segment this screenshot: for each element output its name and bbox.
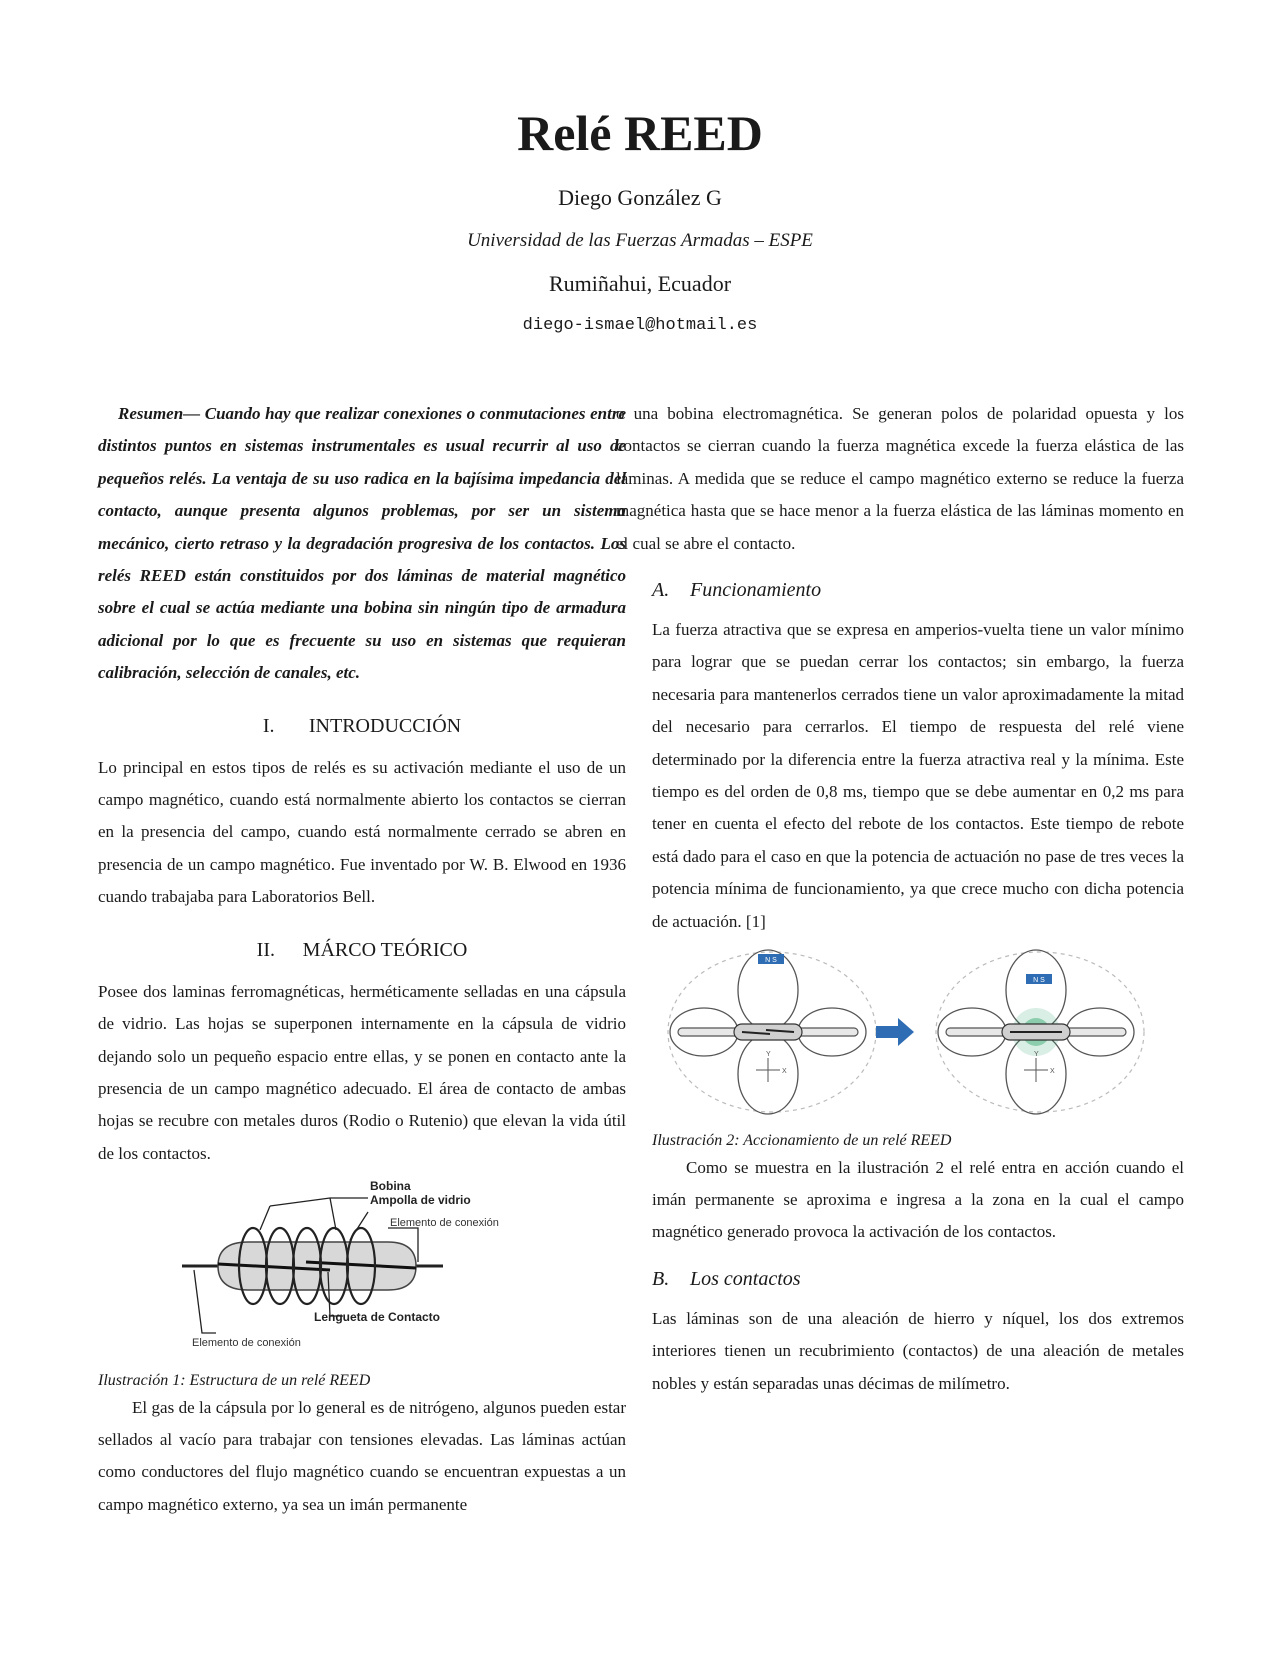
reed-actuation-diagram: [652, 946, 1184, 1118]
axis-x-left: X: [782, 1068, 787, 1076]
marco-paragraph-2: El gas de la cápsula por lo general es de nitrógeno, algunos pueden estar sellados al vacío para trabajar con tensiones elevadas. Las láminas actúan como conductores del flujo magnético cuando se encuentran expuestas a un campo magnético externo, ya sea un imán permanente: [98, 1397, 626, 1514]
label-elemento-bottom: Elemento de conexión: [192, 1337, 301, 1350]
transition-arrow: [876, 1018, 914, 1046]
author-affiliation: Universidad de las Fuerzas Armadas – ESPE: [467, 230, 813, 251]
right-column: [616, 398, 1184, 1400]
figure-1: [98, 1178, 626, 1391]
magnet-label-right: N S: [1033, 977, 1045, 985]
author-email: diego-ismael@hotmail.es: [522, 316, 758, 335]
section-title: MÁRCO TEÓRICO: [302, 938, 468, 961]
subsection-heading-contactos: [652, 1265, 1184, 1293]
axis-x-right: X: [1050, 1068, 1055, 1076]
label-bobina: Bobina: [370, 1179, 411, 1194]
label-elemento-top: Elemento de conexión: [390, 1217, 499, 1230]
section-heading-marco: [98, 936, 626, 964]
section-number: II.: [256, 938, 275, 961]
section-number: I.: [262, 714, 275, 737]
section-title: INTRODUCCIÓN: [308, 714, 462, 737]
reed-structure-diagram: [98, 1178, 626, 1358]
left-column: [98, 398, 626, 1521]
figure-2: [652, 946, 1184, 1151]
subsection-heading-funcionamiento: [652, 576, 1184, 604]
subsection-number: A.: [652, 579, 670, 602]
marco-paragraph-3: o una bobina electromagnética. Se generan polos de polaridad opuesta y los contactos se cierran cuando la fuerza magnética excede la fuerza elástica de las láminas. A medida que se reduce el campo magnético externo se reduce la fuerza magnética hasta que se hace menor a la fuerza elástica de las láminas momento en el cual se abre el contacto.: [616, 404, 1184, 553]
contactos-paragraph: Las láminas son de una aleación de hierro y níquel, los dos extremos interiores tienen un recubrimiento (contactos) de una aleación de metales nobles y están separadas unas décimas de milímetro.: [652, 1308, 1184, 1393]
axis-y-right: Y: [1034, 1051, 1039, 1059]
abstract: Resumen— Cuando hay que realizar conexiones o conmutaciones entre distintos puntos en sistemas instrumentales es usual recurrir al uso de pequeños relés. La ventaja de su uso radica en la bajísima impedancia del contacto, aunque presenta algunos problemas, por ser un sistema mecánico, cierto retraso y la degradación progresiva de los contactos. Los relés REED están constituidos por dos láminas de material magnético sobre el cual se actúa mediante una bobina sin ningún tipo de armadura adicional por lo que es frecuente su uso en sistemas que requieran calibración, selección de canales, etc.: [98, 404, 626, 683]
section-heading-intro: [98, 712, 626, 740]
author-location: Rumiñahui, Ecuador: [548, 271, 732, 296]
funcionamiento-paragraph-1: La fuerza atractiva que se expresa en amperios-vuelta tiene un valor mínimo para lograr que se puedan cerrar los contactos; sin embargo, la fuerza necesaria para mantenerlos cerrados tiene un valor aproximadamente la mitad del necesario para cerrarlos. El tiempo de respuesta del relé viene determinado por la diferencia entre la fuerza atractiva real y la mínima. Este tiempo es del orden de 0,8 ms, tiempo que se debe aumentar en 0,2 ms para tener en cuenta el efecto del rebote de los contactos. Este tiempo de rebote está dado para el caso en que la potencia de actuación no pase de tres veces la potencia mínima de funcionamiento, ya que crece mucho con dicha potencia de actuación. [1]: [652, 620, 1184, 931]
magnet-label-left: N S: [765, 957, 777, 965]
subsection-title: Los contactos: [690, 1267, 801, 1290]
funcionamiento-paragraph-2: Como se muestra en la ilustración 2 el relé entra en acción cuando el imán permanente se aproxima e ingresa a la zona en la cual el campo magnético generado provoca la activación de los contactos.: [652, 1157, 1184, 1242]
paper-title: Relé REED: [517, 105, 763, 161]
author-name: Diego González G: [558, 185, 722, 210]
figure-1-caption: Ilustración 1: Estructura de un relé REED: [98, 1371, 371, 1389]
intro-paragraph: Lo principal en estos tipos de relés es su activación mediante el uso de un campo magnético, cuando está normalmente abierto los contactos se cierran en la presencia del campo, cuando está normalmente cerrado se abren en presencia de un campo magnético. Fue inventado por W. B. Elwood en 1936 cuando trabajaba para Laboratorios Bell.: [98, 757, 626, 907]
subsection-number: B.: [652, 1267, 670, 1290]
relay-closed: [936, 950, 1144, 1114]
relay-open: [668, 950, 876, 1114]
marco-paragraph-1: Posee dos laminas ferromagnéticas, herméticamente selladas en una cápsula de vidrio. Las hojas se superponen internamente en la cápsula de vidrio dejando solo un pequeño espacio entre ellas, y se ponen en contacto ante la presencia de un campo magnético adecuado. El área de contacto de ambas hojas se recubre con metales duros (Rodio o Rutenio) que elevan la vida útil de los contactos.: [98, 981, 626, 1163]
axis-y-left: Y: [766, 1051, 771, 1059]
label-lengueta: Lengueta de Contacto: [314, 1310, 441, 1325]
figure-2-caption: Ilustración 2: Accionamiento de un relé REED: [652, 1131, 952, 1149]
label-ampolla: Ampolla de vidrio: [370, 1193, 471, 1208]
subsection-title: Funcionamiento: [690, 579, 822, 602]
